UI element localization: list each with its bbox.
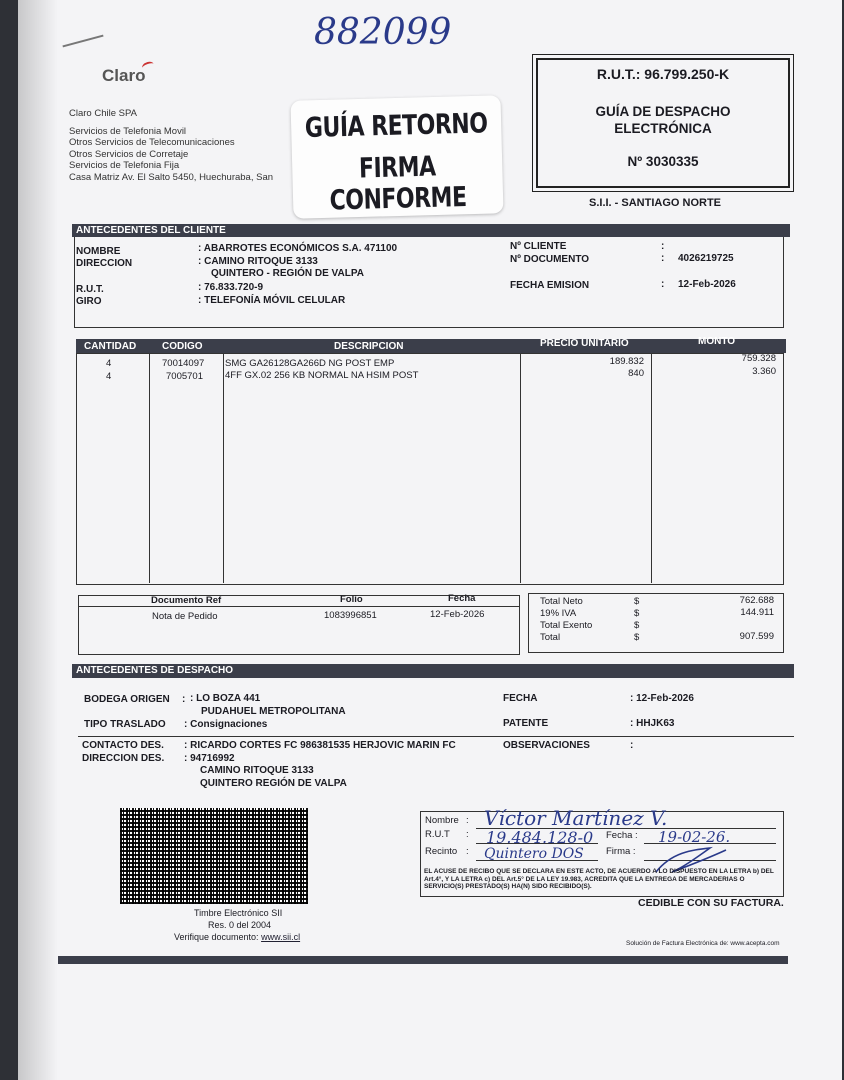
col-descripcion: DESCRIPCION <box>334 341 404 352</box>
client-section-header: ANTECEDENTES DEL CLIENTE <box>72 224 790 237</box>
document-id-box <box>536 58 790 188</box>
col-divider <box>520 353 521 583</box>
bodega-value-2: PUDAHUEL METROPOLITANA <box>201 706 346 717</box>
direccion-des-value-2: CAMINO RITOQUE 3133 <box>200 765 314 776</box>
fecha-emision-colon: : <box>661 279 665 290</box>
direccion-des-label: DIRECCION DES. <box>82 753 165 764</box>
sticker-line1: GUÍA RETORNO <box>304 108 488 145</box>
ncliente-value: : <box>661 241 665 252</box>
total-value: 907.599 <box>739 631 774 642</box>
company-line: Otros Servicios de Telecomunicaciones <box>69 137 235 148</box>
handwritten-rut: 19.484.128-0 <box>486 828 594 847</box>
doc-title-2: ELECTRÓNICA <box>614 121 712 136</box>
direccion-des-value-3: QUINTERO REGIÓN DE VALPA <box>200 778 347 789</box>
iva-value: 144.911 <box>740 607 774 618</box>
acuse-fecha-label: Fecha : <box>606 830 638 841</box>
ref-folio: 1083996851 <box>324 610 377 621</box>
rut-label: R.U.T. <box>76 284 104 295</box>
rut-value: : 76.833.720-9 <box>198 282 264 293</box>
doc-title-1: GUÍA DE DESPACHO <box>595 104 731 119</box>
dispatch-divider <box>78 736 794 737</box>
fecha-emision-value: 12-Feb-2026 <box>678 279 736 290</box>
item-qty: 4 <box>106 358 112 369</box>
direccion-label: DIRECCION <box>76 258 133 269</box>
traslado-value: : Consignaciones <box>184 719 268 730</box>
handwritten-date: 19-02-26. <box>658 828 731 846</box>
items-table <box>76 353 784 585</box>
logo-accent-icon <box>141 60 155 72</box>
legal-text: EL ACUSE DE RECIBO QUE SE DECLARA EN ESTE ACTO, DE ACUERDO A LO DISPUESTO EN LA LETRA b) DEL Art.4°, Y LA LETRA c) DEL Art.5° DE LA LEY 19.983, ACREDITA QUE LA ENTREGA DE MERCADERIAS O SERVICIO(S) PRESTADO(S) HA(N) SIDO RECIBIDO(S). <box>424 868 774 890</box>
company-line: Servicios de Telefonia Fija <box>69 160 180 171</box>
ref-col-doc: Documento Ref <box>151 595 222 606</box>
return-sticker <box>290 95 503 218</box>
total-neto-label: Total Neto <box>540 596 583 607</box>
pdf417-barcode <box>120 808 308 904</box>
currency: $ <box>634 632 640 643</box>
cedible-label: CEDIBLE CON SU FACTURA. <box>638 897 784 909</box>
direccion-value-2: QUINTERO - REGIÓN DE VALPA <box>211 268 364 279</box>
patente-label: PATENTE <box>503 718 549 729</box>
item-desc: 4FF GX.02 256 KB NORMAL NA HSIM POST <box>225 370 419 381</box>
ndocumento-colon: : <box>661 253 665 264</box>
col-precio: PRECIO UNITARIO <box>540 338 629 349</box>
handwritten-name: Víctor Martínez V. <box>484 806 668 830</box>
ndocumento-value: 4026219725 <box>678 253 734 264</box>
paper-shadow <box>18 0 58 1080</box>
pencil-mark <box>62 35 103 48</box>
acuse-nombre-label: Nombre <box>425 815 459 826</box>
currency: $ <box>634 596 640 607</box>
contacto-label: CONTACTO DES. <box>82 740 164 751</box>
iva-label: 19% IVA <box>540 608 577 619</box>
ref-col-folio: Folio <box>340 594 363 605</box>
col-divider <box>223 353 224 583</box>
giro-value: : TELEFONÍA MÓVIL CELULAR <box>198 295 346 306</box>
direccion-des-value: : 94716992 <box>184 753 235 764</box>
item-amount: 759.328 <box>741 353 776 364</box>
traslado-label: TIPO TRASLADO <box>84 719 166 730</box>
handwritten-recinto: Quintero DOS <box>484 846 584 862</box>
col-cantidad: CANTIDAD <box>84 341 137 352</box>
company-line: Casa Matriz Av. El Salto 5450, Huechuraba, San <box>69 171 274 183</box>
total-neto-value: 762.688 <box>739 595 774 606</box>
nombre-label: NOMBRE <box>76 246 121 257</box>
ref-fecha: 12-Feb-2026 <box>430 609 485 620</box>
timbre-line1: Timbre Electrónico SII <box>194 908 283 918</box>
sii-link[interactable]: www.sii.cl <box>261 932 301 942</box>
dispatch-fecha-label: FECHA <box>503 693 538 704</box>
ref-doc: Nota de Pedido <box>152 611 218 622</box>
sii-office: S.I.I. - SANTIAGO NORTE <box>589 197 722 209</box>
total-label: Total <box>540 632 561 643</box>
timbre-line2: Res. 0 del 2004 <box>208 920 272 930</box>
company-info <box>69 108 273 183</box>
col-codigo: CODIGO <box>162 341 203 352</box>
doc-number: Nº 3030335 <box>627 154 699 169</box>
fecha-emision-label: FECHA EMISION <box>510 280 590 291</box>
giro-label: GIRO <box>76 296 102 307</box>
bodega-label: BODEGA ORIGEN <box>84 694 170 705</box>
nombre-value: : ABARROTES ECONÓMICOS S.A. 471100 <box>198 243 398 254</box>
issuer-rut: R.U.T.: 96.799.250-K <box>596 66 730 82</box>
direccion-value: : CAMINO RITOQUE 3133 <box>198 256 318 267</box>
company-line: Otros Servicios de Corretaje <box>69 148 189 160</box>
currency: $ <box>634 608 640 619</box>
item-code: 7005701 <box>166 371 203 382</box>
observaciones-label: OBSERVACIONES <box>503 740 590 751</box>
ref-table <box>78 595 520 655</box>
col-divider <box>651 353 652 583</box>
document-paper: 882099 Claro Claro Chile SPA Servicios de Telefonia Movil Otros Servicios de Telecomunicaciones Otros Servicios de Corretaje Servicios de Telefonia Fija Casa Matriz Av. El Salto 5450, Huechuraba, San GUÍA RETORNO FIRMA CONFORME R.U.T.: 96.799.250-K GUÍA DE DESPACHO ELECTRÓNICA Nº 3030335 S.I.I. - SANTIAGO NORTE ANTECEDENTES DEL CLIENTE NOMBRE : ABARROTES ECONÓMICOS S.A. 471100 DIRECCION : CAMINO RITOQUE 3133 QUINTERO - REGIÓN DE VALPA R.U.T. : 76.833.720-9 GIRO : TELEFONÍA MÓVIL CELULAR Nº CLIENTE : Nº DOCUMENTO : 4026219725 FECHA EMISION : 12-Feb-2026 CANTIDAD CODIGO DESCRIPCION PRECIO UNITARIO MONTO 4 70014097 SMG GA26128GA266D NG POST EMP 189.832 759.328 4 7005701 4FF GX.02 256 KB NORMAL NA HSIM POST 840 3.360 Documento Ref Folio Fecha Nota de Pedido 1083996851 12-Feb-2026 Total Neto $ 762.688 19% IVA $ 144.911 Total Exento $ Total $ 907.599 ANTECEDENTES DE DESPACHO BODEGA ORIGEN : : LO BOZA 441 PUDAHUEL METROPOLITANA TIPO TRASLADO : Consignaciones FECHA : 12-Feb-2026 PATENTE : HHJK63 CONTACTO DES. : RICARDO CORTES FC 986381535 HERJOVIC MARIN FC DIRECCION DES. : 94716992 CAMINO RITOQUE 3133 QUINTERO REGIÓN DE VALPA OBSERVACIONES : Timbre Electrónico SII Res. 0 del 2004 Verifique documento: www.sii.cl Nombre : R.U.T : Recinto : Fecha : Firma : Víctor Martínez V. 19.484.128-0 Quintero DOS 19-02-26. EL ACUSE DE RECIBO QUE SE DECLARA EN ESTE ACTO, DE ACUERDO A LO DISPUESTO EN LA LETRA b) DEL Art.4°, Y LA LETRA c) DEL Art.5° DE LA LEY 19.983, ACREDITA QUE LA ENTREGA DE MERCADERIAS O SERVICIO(S) PRESTADO(S) HA(N) SIDO RECIBIDO(S). CEDIBLE CON SU FACTURA. Solución de Factura Electrónica de: www.acepta.com <box>18 0 842 1080</box>
dispatch-fecha-value: : 12-Feb-2026 <box>630 693 694 704</box>
acuse-rut-label: R.U.T <box>425 829 450 840</box>
timbre-line3: Verifique documento: www.sii.cl <box>174 932 301 942</box>
item-desc: SMG GA26128GA266D NG POST EMP <box>225 358 395 369</box>
ref-col-fecha: Fecha <box>448 593 476 604</box>
company-line: Claro Chile SPA <box>69 108 137 119</box>
observaciones-value: : <box>630 740 634 751</box>
currency: $ <box>634 620 640 631</box>
sticker-line2: FIRMA CONFORME <box>329 151 467 218</box>
company-line: Servicios de Telefonia Movil <box>69 125 187 137</box>
bodega-value: : LO BOZA 441 <box>190 693 261 704</box>
item-qty: 4 <box>106 371 112 382</box>
exento-label: Total Exento <box>540 620 593 631</box>
item-code: 70014097 <box>162 358 205 369</box>
acuse-firma-label: Firma : <box>606 846 636 857</box>
ref-header-line <box>78 606 520 607</box>
contacto-value: : RICARDO CORTES FC 986381535 HERJOVIC MARIN FC <box>184 740 456 751</box>
dispatch-section-header: ANTECEDENTES DE DESPACHO <box>72 664 794 678</box>
acuse-recinto-label: Recinto <box>425 846 458 857</box>
footer-provider: Solución de Factura Electrónica de: www.acepta.com <box>626 940 780 947</box>
patente-value: : HHJK63 <box>630 718 675 729</box>
col-divider <box>149 353 150 583</box>
col-monto: MONTO <box>698 336 736 347</box>
claro-logo: Claro <box>102 66 146 85</box>
item-price: 189.832 <box>609 356 644 367</box>
ncliente-label: Nº CLIENTE <box>510 241 567 252</box>
item-amount: 3.360 <box>752 366 776 377</box>
item-price: 840 <box>628 368 644 379</box>
handwritten-number: 882099 <box>314 12 452 53</box>
ndocumento-label: Nº DOCUMENTO <box>510 254 590 265</box>
bottom-bar <box>58 956 788 964</box>
